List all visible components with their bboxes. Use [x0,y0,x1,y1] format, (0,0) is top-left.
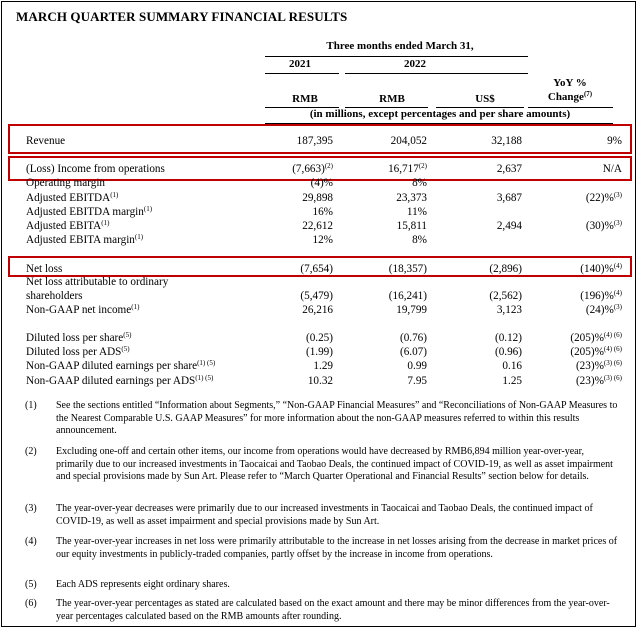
cell-2021-rmb-value: 22,612 [302,220,333,232]
cell-2021-rmb-value: (7,663) [292,163,325,175]
cell-yoy-change [576,359,622,373]
cell-2022-usd-value: 1.25 [502,375,522,387]
table-row [0,205,639,219]
table-row [0,134,639,148]
cell-2022-usd-value: (0.12) [494,332,522,344]
period-underline [265,56,528,57]
footnote-number: (4) [25,536,37,547]
cell-yoy-change [603,162,622,176]
cell-2022-usd-value: 0.16 [502,360,522,372]
row-label [26,134,65,148]
row-label [26,233,143,247]
row-label [26,345,130,359]
cell-2021-rmb [313,359,333,373]
table-row [0,219,639,233]
cell-2022-usd [502,359,522,373]
row-label [26,331,131,345]
units-header: (in millions, except percentages and per share amounts) [309,108,571,120]
footnote-number: (2) [25,446,37,457]
cell-2022-usd-value: 3,123 [496,304,522,316]
cell-2022-rmb [396,303,427,317]
table-row [0,191,639,205]
cell-2021-rmb [312,233,333,247]
cell-yoy-change-value: 9% [607,135,622,147]
cell-2021-rmb [306,345,333,359]
footnote-text: See the sections entitled “Information about Segments,” “Non-GAAP Financial Measures” and “Reconciliations of Non-GAAP Measures to the Nearest Comparable U.S. GAAP Measures” for more information about the non-GAAP measures referred to within this results announcement. [56,400,618,436]
cell-2022-rmb-value: (0.76) [399,332,427,344]
row-label-footnote: (1) [134,233,144,241]
footnote-number: (6) [25,598,37,609]
cell-2022-rmb [407,359,427,373]
row-label-text: Adjusted EBITDA margin [26,206,144,218]
cell-yoy-change-value: (30)% [585,220,614,232]
row-label [26,374,213,388]
footnote-number: (3) [25,503,37,514]
cell-yoy-change-value: N/A [602,163,622,175]
cell-2021-rmb-value: (7,654) [300,263,333,275]
page-title: MARCH QUARTER SUMMARY FINANCIAL RESULTS [16,9,348,24]
cell-yoy-change-value: (23)% [575,375,604,387]
change-header [530,91,610,103]
cell-2022-rmb [407,205,427,219]
row-label-text: Diluted loss per share [26,332,124,344]
cell-yoy-change-footnote: (4) (6) [603,345,622,353]
cell-2022-rmb-value: 23,373 [396,192,427,204]
cell-yoy-change [607,134,622,148]
cell-yoy-change-value: (22)% [585,192,614,204]
cell-yoy-change-footnote: (4) [613,262,622,270]
table-row [0,162,639,176]
cell-2022-rmb-value: 11% [406,206,427,218]
cell-2022-usd [502,374,522,388]
cell-yoy-change [586,303,622,317]
cell-yoy-change [576,374,622,388]
footnote-text: The year-over-year decreases were primarily due to our increased investments in Taocaicai and Taobao Deals, the continued impact of COVID-19, as well as asset impairment and special provisions made by Sun Art. [56,503,593,527]
cell-yoy-change-value: (205)% [570,332,604,344]
cell-yoy-change-value: (205)% [570,346,604,358]
row-label-text: Adjusted EBITA margin [26,234,135,246]
cell-yoy-change-footnote: (4) (6) [603,331,622,339]
row-label-text: (Loss) Income from operations [26,163,165,175]
cell-2021-rmb-value: (5,479) [300,290,333,302]
row-label-text: Net loss attributable to ordinary [26,276,169,288]
cell-yoy-change-footnote: (3) [613,191,622,199]
cell-2021-rmb-value: 10.32 [307,375,333,387]
year-2022-underline [345,73,528,74]
cell-2021-rmb-value: 26,216 [302,304,333,316]
cell-2021-rmb [292,162,333,176]
cell-2022-rmb-value: (18,357) [388,263,427,275]
cell-yoy-change-footnote: (3) (6) [603,359,622,367]
cell-2021-rmb-value: (1.99) [305,346,333,358]
cell-2022-rmb [412,176,427,190]
cell-2021-rmb-value: (0.25) [305,332,333,344]
cell-2022-usd [497,303,522,317]
row-label [26,289,83,303]
cell-2022-usd [489,262,522,276]
cell-2022-rmb-value: 15,811 [396,220,427,232]
cell-yoy-change-footnote: (4) [613,289,622,297]
change-footnote: (7) [583,90,593,98]
cell-yoy-change [586,191,622,205]
cell-yoy-change [586,219,622,233]
table-row [0,303,639,317]
row-label-text: Non-GAAP diluted earnings per share [26,360,198,372]
row-label-text: Non-GAAP net income [26,304,132,316]
row-label-footnote: (1) [101,219,110,227]
cell-2022-rmb-value: (6.07) [399,346,427,358]
cell-2021-rmb [311,176,333,190]
row-label-text: Non-GAAP diluted earnings per ADS [26,375,196,387]
row-label-footnote: (5) [123,331,132,339]
row-label [26,176,105,190]
cell-2022-usd [497,191,522,205]
row-label-text: Adjusted EBITDA [26,192,111,204]
cell-2022-usd [495,331,522,345]
table-row [0,233,639,247]
row-label [26,191,118,205]
cell-2022-rmb-footnote: (2) [418,162,427,170]
row-label-text: Adjusted EBITA [26,220,102,232]
row-label [26,162,165,176]
cell-2022-rmb [400,345,427,359]
cell-2021-rmb [297,134,333,148]
cell-yoy-change-footnote: (3) (6) [603,374,622,382]
table-row [0,345,639,359]
currency-rmb-2021: RMB [292,93,318,105]
row-label [26,219,109,233]
cell-2021-rmb-value: 29,898 [302,192,333,204]
cell-2022-rmb [400,331,427,345]
table-row [0,262,639,276]
cell-yoy-change-value: (196)% [580,290,614,302]
table-row [0,275,639,289]
cell-2022-rmb-value: 8% [412,234,427,246]
cell-2021-rmb [300,262,333,276]
row-label [26,262,62,276]
cell-2021-rmb [300,289,333,303]
cell-2021-rmb [312,205,333,219]
cell-2022-rmb [391,134,427,148]
cell-2022-rmb [389,262,427,276]
cell-2021-rmb-footnote: (2) [324,162,333,170]
cell-2021-rmb-value: 12% [312,234,333,246]
cell-2021-rmb-value: (4)% [310,177,333,189]
footnote-number: (1) [25,400,37,411]
cell-2022-usd [497,219,522,233]
cell-2022-usd [491,134,522,148]
cell-2022-rmb-value: 19,799 [396,304,427,316]
cell-2022-usd [495,345,522,359]
row-label [26,205,152,219]
row-label-footnote: (1) [143,205,153,213]
cell-2021-rmb [306,331,333,345]
cell-2022-usd-value: 32,188 [491,135,522,147]
row-label-text: Net loss [26,263,63,275]
year-2021-underline [265,73,339,74]
cell-2022-rmb-value: 7.95 [407,375,427,387]
cell-2021-rmb-value: 16% [312,206,333,218]
cell-yoy-change [580,262,622,276]
row-label-footnote: (5) [121,345,130,353]
cell-2022-usd-value: (2,896) [489,263,522,275]
footnote-text: The year-over-year increases in net loss were primarily attributable to the increase in net losses arising from the decrease in market prices of our equity investments in publicly-traded companies, partly offset by the increase in income from operations. [56,536,618,560]
cell-yoy-change [570,331,622,345]
cell-2021-rmb-value: 187,395 [296,135,333,147]
cell-2022-rmb [407,374,427,388]
cell-2021-rmb [302,303,333,317]
table-row [0,374,639,388]
row-label-text: Operating margin [26,177,106,189]
cell-2022-rmb [396,191,427,205]
row-label-footnote: (1) [131,303,140,311]
row-label [26,303,139,317]
table-row [0,289,639,303]
cell-2021-rmb [308,374,333,388]
cell-2022-rmb-value: 0.99 [407,360,427,372]
row-label [26,275,168,289]
yoy-header: YoY % [553,77,587,89]
cell-2022-rmb-value: 204,052 [390,135,427,147]
cell-2022-rmb [389,289,427,303]
row-label-text: Diluted loss per ADS [26,346,122,358]
cell-2022-rmb-value: (16,241) [388,290,427,302]
cell-2022-usd [497,162,522,176]
cell-2022-rmb [397,219,427,233]
cell-yoy-change [570,345,622,359]
cell-yoy-change [580,289,622,303]
cell-2021-rmb-value: 1.29 [313,360,333,372]
cell-2022-usd-value: (2,562) [489,290,522,302]
cell-2022-usd [489,289,522,303]
table-row [0,331,639,345]
table-row [0,359,639,373]
period-header: Three months ended March 31, [326,40,474,52]
cell-2021-rmb [302,219,333,233]
footnote-number: (5) [25,579,37,590]
footnote-text: Each ADS represents eight ordinary shares. [56,579,230,590]
cell-2022-rmb-value: 16,717 [388,163,419,175]
cell-2022-rmb [388,162,427,176]
footnote-text: Excluding one-off and certain other items, our income from operations would have decreased by RMB6,894 million year-over-year, primarily due to our increased investments in Taocaicai and Taobao Deals, the continued impact of COVID-19, as well as asset impairment and special provisions made by Sun Art. Please refer to “March Quarter Operational and Financial Results” section below for details. [56,446,613,482]
cell-yoy-change-value: (140)% [580,263,614,275]
row-label-footnote: (1) (5) [195,374,214,382]
cell-yoy-change-value: (24)% [585,304,614,316]
row-label-footnote: (1) [110,191,119,199]
row-label-text: Revenue [26,135,66,147]
row-label [26,359,215,373]
year-2022-header: 2022 [404,58,426,70]
change-label: Change [547,91,584,103]
cell-yoy-change-footnote: (3) [613,219,622,227]
currency-rmb-2022: RMB [379,93,405,105]
footnote-text: The year-over-year percentages as stated are calculated based on the exact amount and there may be minor differences from the year-over-year percentages calculated based on the RMB amounts after rounding. [56,598,610,622]
cell-2022-usd-value: 2,637 [496,163,522,175]
cell-yoy-change-footnote: (3) [613,303,622,311]
year-2021-header: 2021 [289,58,311,70]
cell-2022-rmb [412,233,427,247]
cell-2022-usd-value: 2,494 [496,220,522,232]
cell-2022-usd-value: (0.96) [494,346,522,358]
row-label-text: shareholders [26,290,83,302]
cell-yoy-change-value: (23)% [575,360,604,372]
currency-usd: US$ [475,93,495,105]
cell-2022-rmb-value: 8% [412,177,427,189]
cell-2021-rmb [302,191,333,205]
row-label-footnote: (1) (5) [197,359,216,367]
table-row [0,176,639,190]
cell-2022-usd-value: 3,687 [496,192,522,204]
